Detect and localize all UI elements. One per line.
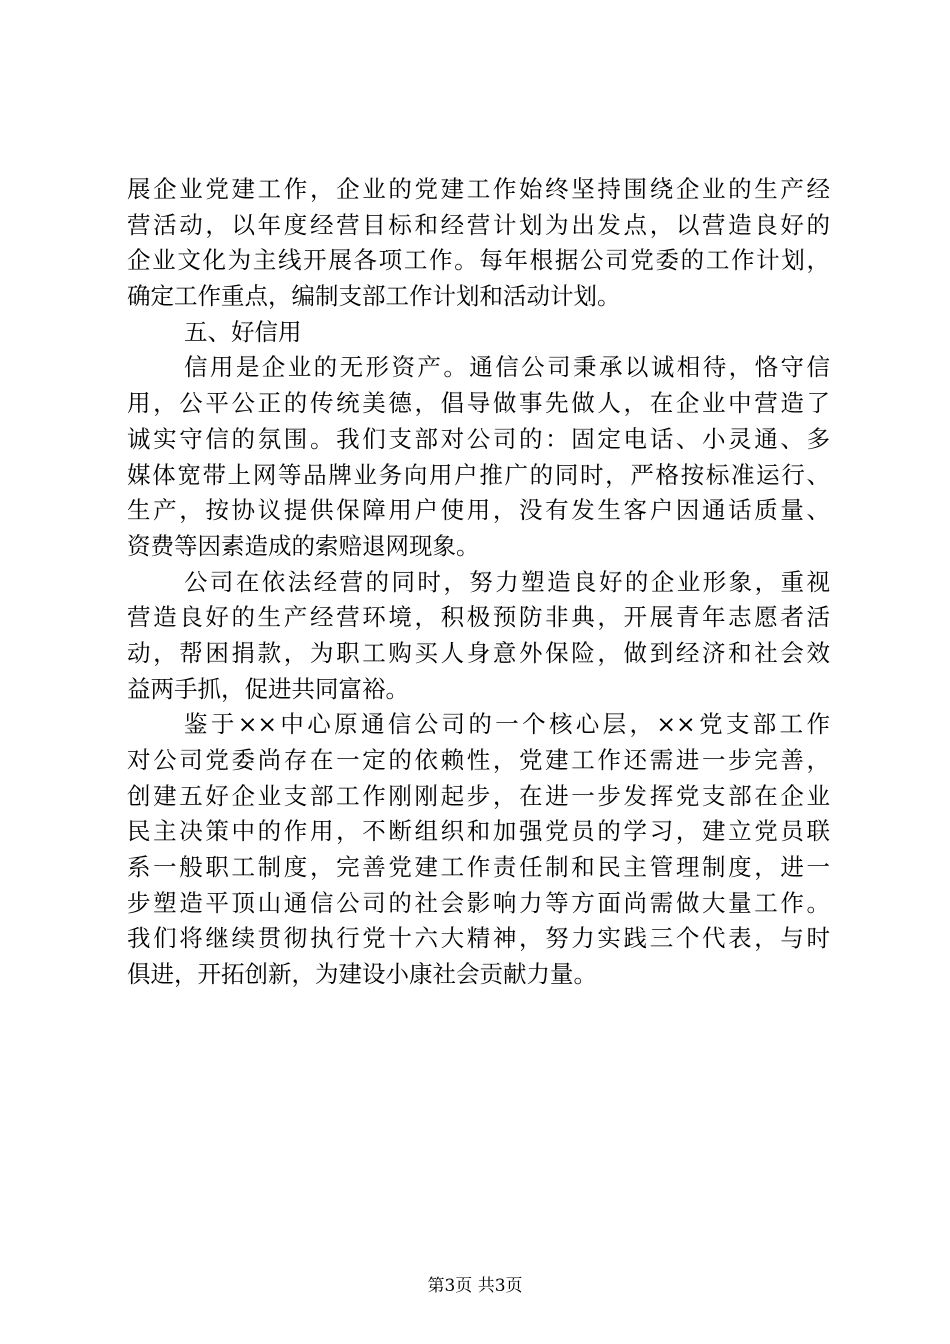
text-line: 步塑造平顶山通信公司的社会影响力等方面尚需做大量工作。 [127, 888, 830, 917]
text-line: 营活动，以年度经营目标和经营计划为出发点，以营造良好的 [127, 210, 830, 239]
text-line: 确定工作重点，编制支部工作计划和活动计划。 [127, 282, 621, 311]
text-line: 媒体宽带上网等品牌业务向用户推广的同时，严格按标准运行、 [127, 460, 830, 489]
text-line: 用，公平公正的传统美德，倡导做事先做人，在企业中营造了 [127, 389, 830, 418]
text-line: 益两手抓，促进共同富裕。 [127, 674, 409, 703]
text-line: 我们将继续贯彻执行党十六大精神，努力实践三个代表，与时 [127, 924, 830, 953]
text-line: 展企业党建工作，企业的党建工作始终坚持围绕企业的生产经 [127, 175, 830, 203]
text-line: 鉴于××中心原通信公司的一个核心层，××党支部工作 [184, 710, 830, 739]
text-line: 动，帮困捐款，为职工购买人身意外保险，做到经济和社会效 [127, 638, 830, 667]
text-line: 生产，按协议提供保障用户使用，没有发生客户因通话质量、 [127, 496, 830, 525]
text-line: 对公司党委尚存在一定的依赖性，党建工作还需进一步完善， [127, 746, 830, 774]
text-line: 公司在依法经营的同时，努力塑造良好的企业形象，重视 [184, 567, 830, 596]
text-line: 营造良好的生产经营环境，积极预防非典，开展青年志愿者活 [127, 603, 830, 632]
text-line: 民主决策中的作用，不断组织和加强党员的学习，建立党员联 [127, 817, 830, 846]
text-line: 企业文化为主线开展各项工作。每年根据公司党委的工作计划， [127, 246, 830, 275]
document-body [127, 172, 830, 993]
page-number-footer: 第3页 共3页 [427, 1276, 523, 1296]
text-line: 信用是企业的无形资产。通信公司秉承以诚相待，恪守信 [184, 353, 830, 382]
text-line: 资费等因素造成的索赔退网现象。 [127, 531, 480, 560]
text-line: 创建五好企业支部工作刚刚起步，在进一步发挥党支部在企业 [127, 781, 830, 810]
text-line: 俱进，开拓创新，为建设小康社会贡献力量。 [127, 960, 597, 989]
text-line: 系一般职工制度，完善党建工作责任制和民主管理制度，进一 [127, 853, 830, 882]
section-heading: 五、好信用 [184, 317, 302, 346]
text-line: 诚实守信的氛围。我们支部对公司的：固定电话、小灵通、多 [127, 424, 830, 453]
